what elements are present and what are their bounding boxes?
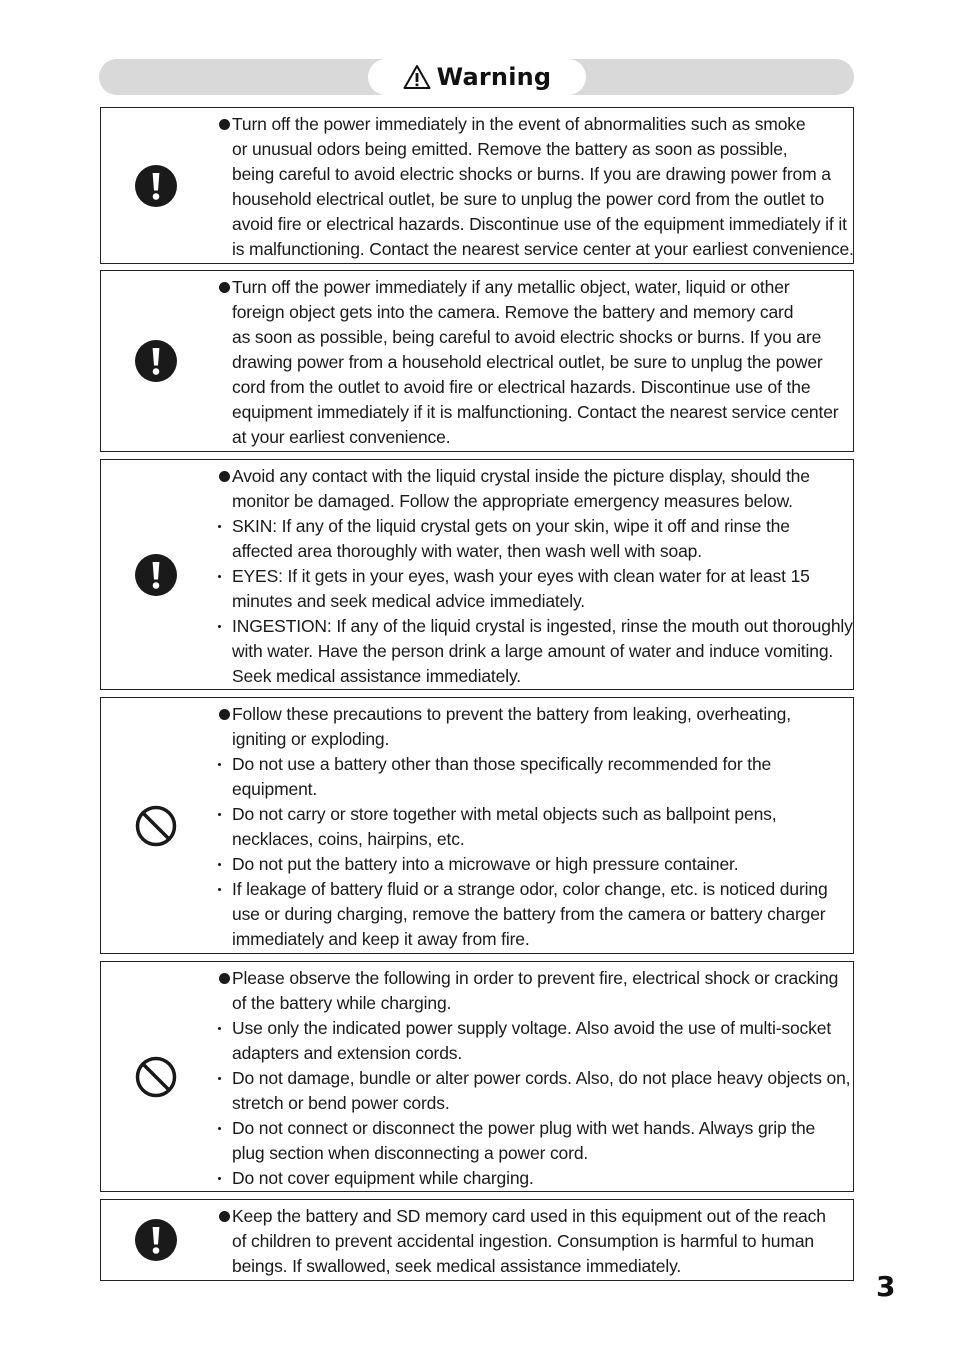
line-text: Keep the battery and SD memory card used in this equipment out of the reach <box>232 1206 826 1226</box>
warning-box <box>100 459 854 690</box>
list-item-continuation <box>217 1091 849 1116</box>
list-item-continuation <box>217 350 849 375</box>
line-text: igniting or exploding. <box>232 729 390 749</box>
line-text: Seek medical assistance immediately. <box>232 666 521 686</box>
list-item <box>217 1204 849 1229</box>
list-item-continuation <box>217 664 849 689</box>
list-item-continuation <box>217 727 849 752</box>
list-item-continuation <box>217 589 849 614</box>
line-text: of the battery while charging. <box>232 993 452 1013</box>
prohibited-icon <box>135 805 177 847</box>
list-item <box>217 1116 849 1141</box>
list-item <box>217 275 849 300</box>
mandatory-action-icon <box>135 1219 177 1261</box>
list-item-continuation <box>217 1141 849 1166</box>
line-text: Do not use a battery other than those specifically recommended for the <box>232 754 772 774</box>
line-text: Turn off the power immediately if any metallic object, water, liquid or other <box>232 277 790 297</box>
list-item-continuation <box>217 137 849 162</box>
line-text: Do not cover equipment while charging. <box>232 1168 534 1188</box>
line-text: household electrical outlet, be sure to unplug the power cord from the outlet to <box>232 189 825 209</box>
line-text: cord from the outlet to avoid fire or electrical hazards. Discontinue use of the <box>232 377 811 397</box>
line-text: foreign object gets into the camera. Remove the battery and memory card <box>232 302 794 322</box>
list-item-continuation <box>217 539 849 564</box>
list-item-continuation <box>217 425 849 450</box>
warning-triangle-icon <box>403 64 431 90</box>
line-text: Turn off the power immediately in the event of abnormalities such as smoke <box>232 114 806 134</box>
line-text: adapters and extension cords. <box>232 1043 463 1063</box>
list-item <box>217 1066 849 1091</box>
list-item-continuation <box>217 400 849 425</box>
warning-text <box>217 112 854 262</box>
list-item-continuation <box>217 300 849 325</box>
line-text: If leakage of battery fluid or a strange odor, color change, etc. is noticed during <box>232 879 828 899</box>
list-item-continuation <box>217 212 849 237</box>
line-text: Please observe the following in order to prevent fire, electrical shock or cracking <box>232 968 839 988</box>
list-item <box>217 877 849 902</box>
list-item-continuation <box>217 1254 849 1279</box>
list-item <box>217 1166 849 1191</box>
list-item <box>217 852 849 877</box>
line-text: with water. Have the person drink a large amount of water and induce vomiting. <box>232 641 834 661</box>
line-text: stretch or bend power cords. <box>232 1093 450 1113</box>
list-item-continuation <box>217 1041 849 1066</box>
list-item-continuation <box>217 375 849 400</box>
mandatory-action-icon <box>135 554 177 596</box>
line-text: EYES: If it gets in your eyes, wash your eyes with clean water for at least 15 <box>232 566 810 586</box>
list-item <box>217 1016 849 1041</box>
warning-title: Warning <box>436 63 552 91</box>
line-text: or unusual odors being emitted. Remove the battery as soon as possible, <box>232 139 788 159</box>
prohibited-icon <box>135 1056 177 1098</box>
line-text: drawing power from a household electrical outlet, be sure to unplug the power <box>232 352 823 372</box>
line-text: Do not put the battery into a microwave or high pressure container. <box>232 854 739 874</box>
list-item <box>217 966 849 991</box>
line-text: affected area thoroughly with water, then wash well with soap. <box>232 541 702 561</box>
warning-text <box>217 966 849 1191</box>
warning-box <box>100 107 854 264</box>
list-item-continuation <box>217 489 849 514</box>
line-text: equipment. <box>232 779 318 799</box>
line-text: is malfunctioning. Contact the nearest service center at your earliest convenience. <box>232 239 854 259</box>
list-item <box>217 752 849 777</box>
line-text: Do not carry or store together with metal objects such as ballpoint pens, <box>232 804 777 824</box>
line-text: beings. If swallowed, seek medical assistance immediately. <box>232 1256 682 1276</box>
line-text: Do not damage, bundle or alter power cords. Also, do not place heavy objects on, <box>232 1068 851 1088</box>
line-text: necklaces, coins, hairpins, etc. <box>232 829 465 849</box>
line-text: of children to prevent accidental ingestion. Consumption is harmful to human <box>232 1231 814 1251</box>
list-item <box>217 614 853 639</box>
warning-box <box>100 270 854 452</box>
line-text: being careful to avoid electric shocks or burns. If you are drawing power from a <box>232 164 831 184</box>
line-text: avoid fire or electrical hazards. Discontinue use of the equipment immediately if it <box>232 214 847 234</box>
warning-text <box>217 702 849 952</box>
list-item <box>217 702 849 727</box>
list-item <box>217 464 849 489</box>
list-item <box>217 564 849 589</box>
warning-box <box>100 961 854 1192</box>
warning-text <box>217 275 849 450</box>
list-item-continuation <box>217 162 849 187</box>
line-text: Follow these precautions to prevent the battery from leaking, overheating, <box>232 704 791 724</box>
line-text: INGESTION: If any of the liquid crystal is ingested, rinse the mouth out thoroughly <box>232 616 853 636</box>
list-item <box>217 112 849 137</box>
warning-box <box>100 697 854 954</box>
line-text: as soon as possible, being careful to avoid electric shocks or burns. If you are <box>232 327 822 347</box>
warning-header <box>368 59 586 95</box>
list-item <box>217 802 849 827</box>
list-item-continuation <box>217 187 849 212</box>
line-text: at your earliest convenience. <box>232 427 451 447</box>
line-text: monitor be damaged. Follow the appropriate emergency measures below. <box>232 491 793 511</box>
list-item-continuation <box>217 237 854 262</box>
list-item-continuation <box>217 902 849 927</box>
list-item-continuation <box>217 777 849 802</box>
warning-text <box>217 464 853 689</box>
line-text: plug section when disconnecting a power cord. <box>232 1143 589 1163</box>
line-text: Avoid any contact with the liquid crystal inside the picture display, should the <box>232 466 810 486</box>
warning-text <box>217 1204 849 1279</box>
line-text: use or during charging, remove the battery from the camera or battery charger <box>232 904 826 924</box>
page-number: 3 <box>876 1270 896 1303</box>
line-text: Do not connect or disconnect the power plug with wet hands. Always grip the <box>232 1118 816 1138</box>
list-item-continuation <box>217 639 849 664</box>
mandatory-action-icon <box>135 165 177 207</box>
mandatory-action-icon <box>135 340 177 382</box>
line-text: Use only the indicated power supply voltage. Also avoid the use of multi-socket <box>232 1018 832 1038</box>
list-item-continuation <box>217 927 849 952</box>
list-item-continuation <box>217 991 849 1016</box>
line-text: immediately and keep it away from fire. <box>232 929 530 949</box>
warning-box <box>100 1199 854 1281</box>
line-text: minutes and seek medical advice immediately. <box>232 591 585 611</box>
line-text: equipment immediately if it is malfunctioning. Contact the nearest service center <box>232 402 839 422</box>
list-item-continuation <box>217 325 849 350</box>
list-item-continuation <box>217 827 849 852</box>
list-item-continuation <box>217 1229 849 1254</box>
list-item <box>217 514 849 539</box>
line-text: SKIN: If any of the liquid crystal gets on your skin, wipe it off and rinse the <box>232 516 790 536</box>
